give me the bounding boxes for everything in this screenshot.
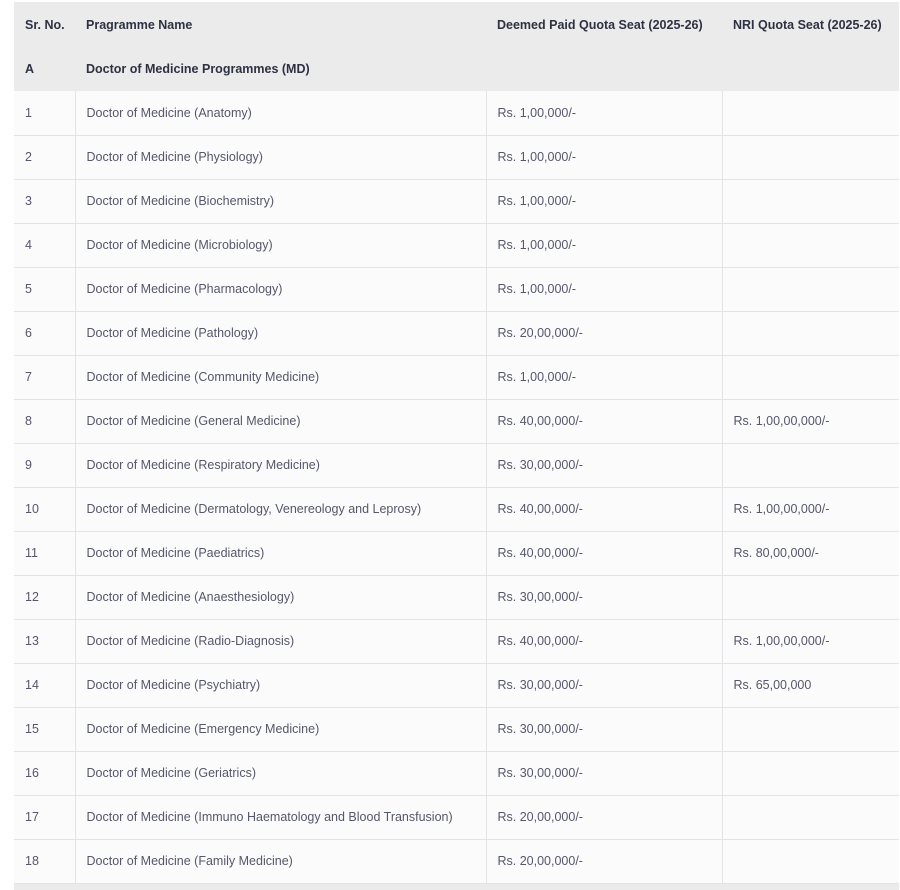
- cell-nri-fee: [722, 443, 899, 487]
- cell-nri-fee: [722, 91, 899, 135]
- cell-nri-fee: [722, 311, 899, 355]
- cell-programme-name: Doctor of Medicine (Microbiology): [75, 223, 486, 267]
- cell-sr-no: 8: [14, 399, 75, 443]
- header-nri-quota: NRI Quota Seat (2025-26): [733, 18, 882, 32]
- table-footer-strip: [14, 884, 899, 890]
- header-programme-name: Pragramme Name: [86, 18, 193, 32]
- cell-deemed-fee: Rs. 20,00,000/-: [486, 795, 722, 839]
- cell-deemed-fee: Rs. 1,00,000/-: [486, 135, 722, 179]
- cell-sr-no: 17: [14, 795, 75, 839]
- table-row: [14, 91, 899, 135]
- table-row: [14, 619, 899, 663]
- table-row: [14, 531, 899, 575]
- cell-programme-name: Doctor of Medicine (Community Medicine): [75, 355, 486, 399]
- cell-programme-name: Doctor of Medicine (Psychiatry): [75, 663, 486, 707]
- table-row: [14, 311, 899, 355]
- cell-sr-no: 3: [14, 179, 75, 223]
- cell-programme-name: Doctor of Medicine (General Medicine): [75, 399, 486, 443]
- header-sr-no: Sr. No.: [25, 18, 65, 32]
- cell-sr-no: 6: [14, 311, 75, 355]
- cell-sr-no: 16: [14, 751, 75, 795]
- cell-deemed-fee: Rs. 30,00,000/-: [486, 575, 722, 619]
- cell-programme-name: Doctor of Medicine (Radio-Diagnosis): [75, 619, 486, 663]
- cell-deemed-fee: Rs. 30,00,000/-: [486, 443, 722, 487]
- cell-nri-fee: [722, 135, 899, 179]
- cell-nri-fee: [722, 707, 899, 751]
- cell-sr-no: 15: [14, 707, 75, 751]
- cell-sr-no: 1: [14, 91, 75, 135]
- cell-sr-no: 2: [14, 135, 75, 179]
- cell-nri-fee: [722, 839, 899, 883]
- cell-programme-name: Doctor of Medicine (Paediatrics): [75, 531, 486, 575]
- table-header-row: [14, 2, 899, 46]
- cell-deemed-fee: Rs. 1,00,000/-: [486, 223, 722, 267]
- cell-programme-name: Doctor of Medicine (Family Medicine): [75, 839, 486, 883]
- table-row: [14, 355, 899, 399]
- cell-nri-fee: [722, 355, 899, 399]
- cell-deemed-fee: Rs. 20,00,000/-: [486, 839, 722, 883]
- cell-programme-name: Doctor of Medicine (Geriatrics): [75, 751, 486, 795]
- cell-programme-name: Doctor of Medicine (Emergency Medicine): [75, 707, 486, 751]
- table-row: [14, 795, 899, 839]
- cell-sr-no: 13: [14, 619, 75, 663]
- cell-programme-name: Doctor of Medicine (Anaesthesiology): [75, 575, 486, 619]
- cell-deemed-fee: Rs. 40,00,000/-: [486, 399, 722, 443]
- table-row: [14, 575, 899, 619]
- cell-programme-name: Doctor of Medicine (Dermatology, Venereology and Leprosy): [75, 487, 486, 531]
- cell-sr-no: 14: [14, 663, 75, 707]
- cell-sr-no: 18: [14, 839, 75, 883]
- cell-sr-no: 5: [14, 267, 75, 311]
- cell-deemed-fee: Rs. 1,00,000/-: [486, 355, 722, 399]
- cell-deemed-fee: Rs. 1,00,000/-: [486, 179, 722, 223]
- section-title: Doctor of Medicine Programmes (MD): [86, 61, 310, 76]
- section-empty-cell: [486, 46, 722, 91]
- cell-deemed-fee: Rs. 20,00,000/-: [486, 311, 722, 355]
- table-row: [14, 267, 899, 311]
- cell-nri-fee: Rs. 80,00,000/-: [722, 531, 899, 575]
- cell-nri-fee: Rs. 1,00,00,000/-: [722, 619, 899, 663]
- table-row: [14, 839, 899, 883]
- cell-programme-name: Doctor of Medicine (Immuno Haematology and Blood Transfusion): [75, 795, 486, 839]
- table-row: [14, 399, 899, 443]
- cell-nri-fee: [722, 223, 899, 267]
- table-row: [14, 751, 899, 795]
- section-row: [14, 46, 899, 91]
- cell-sr-no: 4: [14, 223, 75, 267]
- cell-sr-no: 7: [14, 355, 75, 399]
- table-row: [14, 663, 899, 707]
- cell-nri-fee: [722, 179, 899, 223]
- cell-programme-name: Doctor of Medicine (Physiology): [75, 135, 486, 179]
- cell-programme-name: Doctor of Medicine (Biochemistry): [75, 179, 486, 223]
- cell-nri-fee: [722, 795, 899, 839]
- cell-programme-name: Doctor of Medicine (Anatomy): [75, 91, 486, 135]
- section-empty-cell: [722, 46, 899, 91]
- table-row: [14, 223, 899, 267]
- header-deemed-paid-quota: Deemed Paid Quota Seat (2025-26): [497, 18, 703, 32]
- cell-programme-name: Doctor of Medicine (Pathology): [75, 311, 486, 355]
- table-row: [14, 443, 899, 487]
- cell-sr-no: 9: [14, 443, 75, 487]
- cell-nri-fee: Rs. 1,00,00,000/-: [722, 399, 899, 443]
- table-row: [14, 487, 899, 531]
- cell-deemed-fee: Rs. 30,00,000/-: [486, 751, 722, 795]
- table-row: [14, 179, 899, 223]
- cell-sr-no: 10: [14, 487, 75, 531]
- cell-nri-fee: [722, 267, 899, 311]
- cell-deemed-fee: Rs. 30,00,000/-: [486, 707, 722, 751]
- fee-table-container: [14, 2, 899, 890]
- cell-programme-name: Doctor of Medicine (Respiratory Medicine): [75, 443, 486, 487]
- cell-deemed-fee: Rs. 1,00,000/-: [486, 267, 722, 311]
- cell-sr-no: 11: [14, 531, 75, 575]
- table-row: [14, 135, 899, 179]
- fee-table: [14, 2, 899, 884]
- table-row: [14, 707, 899, 751]
- cell-deemed-fee: Rs. 1,00,000/-: [486, 91, 722, 135]
- cell-nri-fee: Rs. 65,00,000: [722, 663, 899, 707]
- cell-deemed-fee: Rs. 40,00,000/-: [486, 619, 722, 663]
- cell-nri-fee: [722, 751, 899, 795]
- cell-programme-name: Doctor of Medicine (Pharmacology): [75, 267, 486, 311]
- cell-deemed-fee: Rs. 30,00,000/-: [486, 663, 722, 707]
- cell-nri-fee: [722, 575, 899, 619]
- section-code: A: [25, 61, 35, 76]
- cell-sr-no: 12: [14, 575, 75, 619]
- cell-deemed-fee: Rs. 40,00,000/-: [486, 531, 722, 575]
- table-body: [14, 46, 899, 883]
- cell-deemed-fee: Rs. 40,00,000/-: [486, 487, 722, 531]
- cell-nri-fee: Rs. 1,00,00,000/-: [722, 487, 899, 531]
